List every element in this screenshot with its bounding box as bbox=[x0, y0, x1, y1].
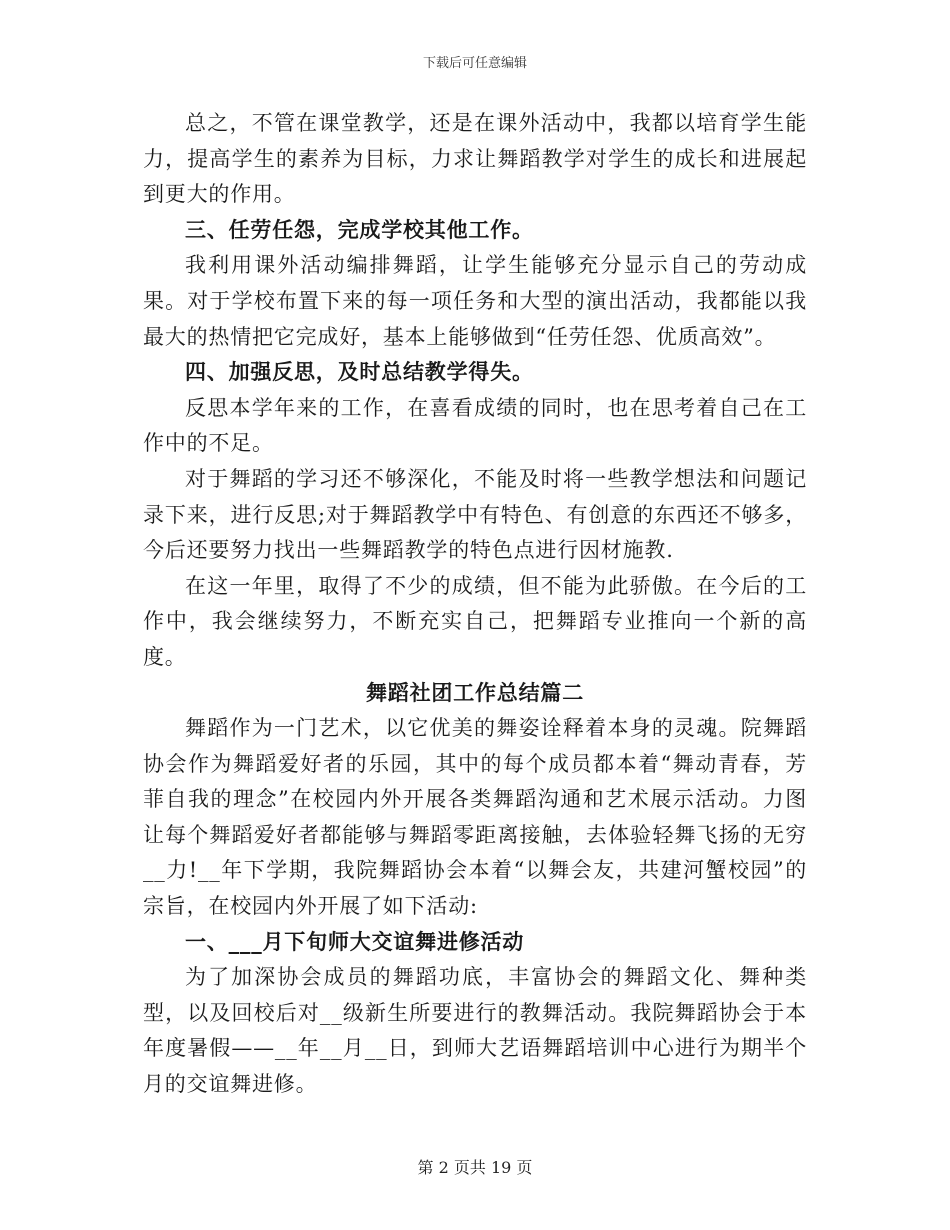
heading-section-four: 四、加强反思，及时总结教学得失。 bbox=[185, 360, 534, 385]
paragraph-conclusion: 总之，不管在课堂教学，还是在课外活动中，我都以培育学生能力，提高学生的素养为目标，力求让舞蹈教学对学生的成长和进展起到更大的作用。 bbox=[143, 111, 807, 207]
paragraph-dance-association: 舞蹈作为一门艺术，以它优美的舞姿诠释着本身的灵魂。院舞蹈协会作为舞蹈爱好者的乐园，其中的每个成员都本着“舞动青春，芳菲自我的理念”在校园内外开展各类舞蹈沟通和艺术展示活动。力图让每个舞蹈爱好者都能够与舞蹈零距离接触，去体验轻舞飞扬的无穷__力!__年下学期，我院舞蹈协会本着“以舞会友，共建河蟹校园”的宗旨，在校园内外开展了如下活动: bbox=[143, 716, 807, 919]
paragraph-ballroom-training: 为了加深协会成员的舞蹈功底，丰富协会的舞蹈文化、舞种类型，以及回校后对__级新生所要进行的教舞活动。我院舞蹈协会于本年度暑假——__年__月__日，到师大艺语舞蹈培训中心进行为期半个月的交谊舞进修。 bbox=[143, 965, 807, 1097]
paragraph-shortcomings: 对于舞蹈的学习还不够深化，不能及时将一些教学想法和问题记录下来，进行反思;对于舞蹈教学中有特色、有创意的东西还不够多，今后还要努力找出一些舞蹈教学的特色点进行因材施教. bbox=[143, 466, 807, 563]
page-number: 第 2 页共 19 页 bbox=[417, 1158, 533, 1177]
paragraph-extracurricular: 我利用课外活动编排舞蹈，让学生能够充分显示自己的劳动成果。对于学校布置下来的每一项任务和大型的演出活动，我都能以我最大的热情把它完成好，基本上能够做到“任劳任怨、优质高效”。 bbox=[143, 253, 807, 349]
paragraph-outlook: 在这一年里，取得了不少的成绩，但不能为此骄傲。在今后的工作中，我会继续努力，不断充实自己，把舞蹈专业推向一个新的高度。 bbox=[143, 573, 807, 669]
heading-section-three: 三、任劳任怨，完成学校其他工作。 bbox=[185, 217, 534, 242]
section-title: 舞蹈社团工作总结篇二 bbox=[366, 680, 584, 705]
heading-activity-one: 一、___月下旬师大交谊舞进修活动 bbox=[185, 929, 525, 954]
paragraph-reflection: 反思本学年来的工作，在喜看成绩的同时，也在思考着自己在工作中的不足。 bbox=[143, 395, 807, 456]
document-body bbox=[143, 106, 807, 1103]
page-header: 下载后可任意编辑 bbox=[422, 56, 527, 71]
